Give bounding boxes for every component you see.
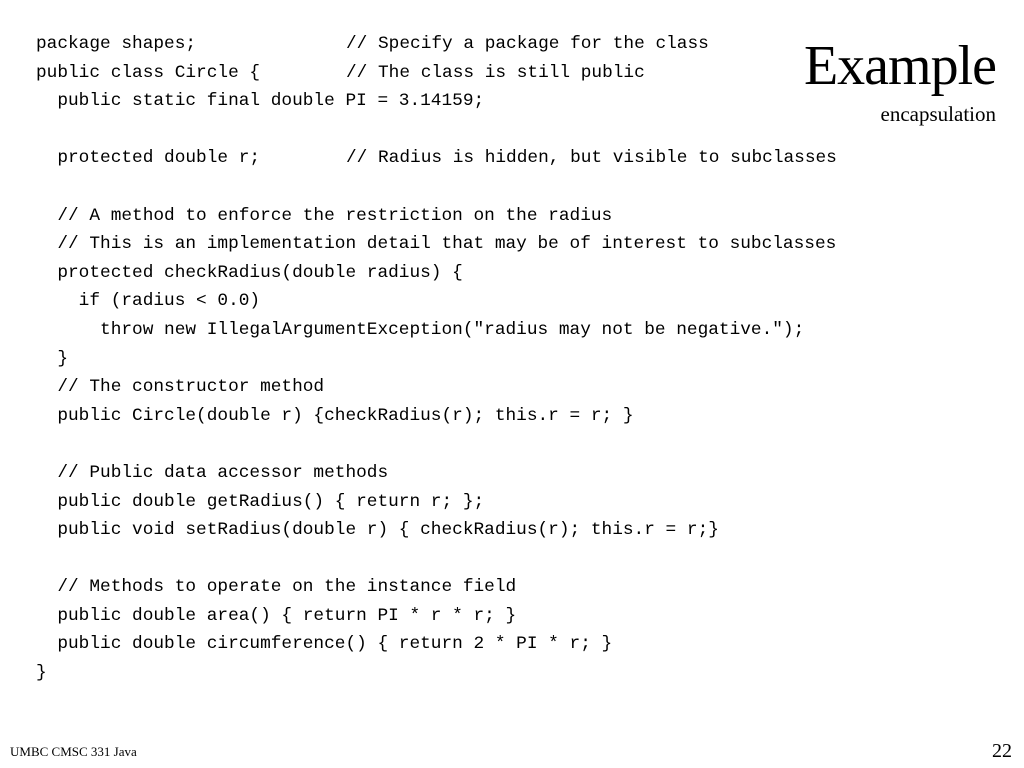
code-text: if (radius < 0.0) [36,291,261,312]
code-line [36,659,836,688]
code-line [36,345,836,374]
code-line [36,30,836,59]
code-text: public double getRadius() { return r; }; [36,491,485,512]
slide-title: Example [803,35,996,97]
code-line [36,202,836,231]
code-text: // Public data accessor methods [36,462,389,483]
code-text: protected double r; [36,148,261,169]
code-line [36,459,836,488]
code-line [36,116,836,145]
code-comment: // Specify a package for the class [346,34,709,54]
code-line [36,373,836,402]
code-text: // Methods to operate on the instance field [36,577,517,598]
code-text: package shapes; [36,34,197,54]
page-number: 22 [992,740,1012,762]
code-text: public class Circle { [36,62,261,83]
code-text: } [36,348,69,369]
code-text: // The constructor method [36,377,325,398]
code-line [36,287,836,316]
footer-course: UMBC CMSC 331 Java [10,744,137,759]
code-text: public double area() { return PI * r * r; } [36,605,517,626]
code-line [36,173,836,202]
code-line [36,402,836,431]
code-line [36,259,836,288]
code-text: public void setRadius(double r) { checkRadius(r); this.r = r;} [36,520,719,541]
code-text: } [36,663,47,684]
code-comment: // Radius is hidden, but visible to subclasses [346,148,837,169]
code-line [36,87,836,116]
code-line [36,230,836,259]
code-line [36,630,836,659]
code-line [36,144,836,173]
code-text: // A method to enforce the restriction on the radius [36,205,613,226]
code-line [36,316,836,345]
code-line [36,59,836,88]
code-line [36,488,836,517]
code-line [36,430,836,459]
code-line [36,516,836,545]
code-text: public double circumference() { return 2 * PI * r; } [36,634,613,655]
code-line [36,602,836,631]
code-text: public Circle(double r) {checkRadius(r); this.r = r; } [36,405,634,426]
code-text: public static final double PI = 3.14159; [36,91,485,112]
code-text: throw new IllegalArgumentException("radius may not be negative."); [36,319,805,340]
code-line [36,573,836,602]
code-text: // This is an implementation detail that may be of interest to subclasses [36,234,837,255]
code-block [36,30,836,688]
code-text: protected checkRadius(double radius) { [36,262,463,283]
code-comment: // The class is still public [346,62,645,83]
code-line [36,545,836,574]
slide-subtitle: encapsulation [880,102,996,126]
